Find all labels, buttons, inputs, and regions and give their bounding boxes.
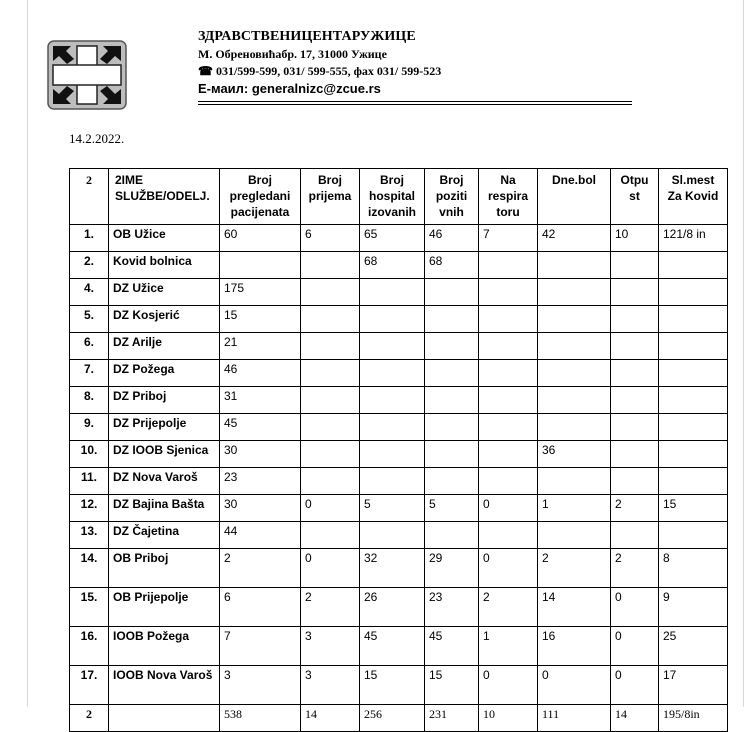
service-name: DZ Kosjerić	[109, 306, 220, 333]
table-cell	[611, 360, 659, 387]
row-number: 4.	[70, 279, 109, 306]
table-cell: 10	[611, 225, 659, 252]
table-cell: 65	[360, 225, 425, 252]
service-name: DZ Bajina Bašta	[109, 495, 220, 522]
table-cell	[659, 468, 728, 495]
column-header: Otpu st	[611, 169, 659, 225]
table-cell: 2	[220, 549, 301, 588]
table-cell	[425, 306, 479, 333]
table-cell: 2	[611, 549, 659, 588]
service-name: IOOB Požega	[109, 627, 220, 666]
table-cell	[479, 360, 538, 387]
report-table	[69, 168, 728, 732]
table-cell	[479, 279, 538, 306]
table-cell: 0	[301, 495, 360, 522]
table-cell	[659, 414, 728, 441]
table-cell	[611, 306, 659, 333]
table-cell: 14	[538, 588, 611, 627]
table-cell: 538	[220, 705, 301, 732]
letterhead	[198, 28, 441, 98]
service-name: OB Užice	[109, 225, 220, 252]
table-cell: 7	[220, 627, 301, 666]
table-cell: 31	[220, 387, 301, 414]
service-name: DZ Priboj	[109, 387, 220, 414]
page-edge-left	[27, 0, 28, 707]
table-cell	[538, 306, 611, 333]
table-row	[70, 522, 728, 549]
column-header: 2IME SLUŽBE/ODELJ.	[109, 169, 220, 225]
table-cell	[479, 441, 538, 468]
table-cell: 45	[220, 414, 301, 441]
table-cell: 30	[220, 441, 301, 468]
row-number: 12.	[70, 495, 109, 522]
document-date: 14.2.2022.	[69, 131, 125, 146]
table-cell: 0	[479, 495, 538, 522]
row-number: 14.	[70, 549, 109, 588]
table-cell: 3	[220, 666, 301, 705]
table-cell	[425, 441, 479, 468]
table-cell	[611, 279, 659, 306]
table-cell: 68	[360, 252, 425, 279]
table-cell	[360, 306, 425, 333]
table-cell: 0	[538, 666, 611, 705]
table-cell	[425, 387, 479, 414]
service-name: OB Prijepolje	[109, 588, 220, 627]
table-cell	[611, 522, 659, 549]
table-cell: 9	[659, 588, 728, 627]
table-cell	[301, 306, 360, 333]
table-cell: 5	[425, 495, 479, 522]
table-cell: 1	[479, 627, 538, 666]
column-header: Broj poziti vnih	[425, 169, 479, 225]
table-row	[70, 414, 728, 441]
table-row	[70, 627, 728, 666]
table-cell	[538, 360, 611, 387]
table-row	[70, 387, 728, 414]
row-number: 2.	[70, 252, 109, 279]
table-total-row	[70, 705, 728, 732]
row-number: 13.	[70, 522, 109, 549]
table-cell	[659, 522, 728, 549]
table-cell	[425, 360, 479, 387]
table-cell: 15	[360, 666, 425, 705]
table-cell: 45	[360, 627, 425, 666]
table-cell: 42	[538, 225, 611, 252]
table-cell: 7	[479, 225, 538, 252]
table-cell	[611, 252, 659, 279]
column-header: Sl.mest Za Kovid	[659, 169, 728, 225]
table-cell	[360, 387, 425, 414]
table-cell: 26	[360, 588, 425, 627]
table-cell: 111	[538, 705, 611, 732]
table-row	[70, 279, 728, 306]
table-cell: 3	[301, 627, 360, 666]
table-cell	[538, 333, 611, 360]
table-cell: 17	[659, 666, 728, 705]
table-cell: 16	[538, 627, 611, 666]
table-cell: 0	[479, 549, 538, 588]
table-row	[70, 468, 728, 495]
table-cell: 30	[220, 495, 301, 522]
table-cell	[659, 306, 728, 333]
table-cell: 0	[611, 588, 659, 627]
table-cell	[425, 279, 479, 306]
column-header: Broj prijema	[301, 169, 360, 225]
table-cell	[301, 468, 360, 495]
table-cell: 6	[301, 225, 360, 252]
table-row	[70, 306, 728, 333]
service-name: DZ Požega	[109, 360, 220, 387]
table-cell	[220, 252, 301, 279]
table-cell: 15	[220, 306, 301, 333]
table-cell	[659, 360, 728, 387]
table-cell	[611, 441, 659, 468]
row-number: 16.	[70, 627, 109, 666]
row-number: 9.	[70, 414, 109, 441]
table-cell: 15	[659, 495, 728, 522]
table-cell: 2	[611, 495, 659, 522]
table-cell: 0	[611, 627, 659, 666]
table-row	[70, 333, 728, 360]
table-cell: 175	[220, 279, 301, 306]
institution-phone: ☎ 031/599-599, 031/ 599-555, фах 031/ 599-523	[198, 64, 442, 78]
table-row	[70, 549, 728, 588]
table-cell	[301, 522, 360, 549]
table-cell: 8	[659, 549, 728, 588]
service-name: Kovid bolnica	[109, 252, 220, 279]
table-cell	[538, 468, 611, 495]
table-cell	[611, 414, 659, 441]
institution-name: ЗДРАВСТВЕНИЦЕНТАРУЖИЦЕ	[198, 29, 416, 44]
table-cell	[301, 387, 360, 414]
table-cell	[360, 468, 425, 495]
table-cell: 0	[611, 666, 659, 705]
table-cell	[538, 387, 611, 414]
table-cell: 14	[611, 705, 659, 732]
table-cell: 14	[301, 705, 360, 732]
row-number: 5.	[70, 306, 109, 333]
table-cell: 2	[538, 549, 611, 588]
table-cell	[425, 468, 479, 495]
table-cell: 3	[301, 666, 360, 705]
table-cell	[659, 441, 728, 468]
service-name: DZ Prijepolje	[109, 414, 220, 441]
table-cell	[301, 279, 360, 306]
table-cell: 1	[538, 495, 611, 522]
table-row	[70, 441, 728, 468]
table-cell	[659, 333, 728, 360]
column-header: Na respira toru	[479, 169, 538, 225]
table-cell	[659, 279, 728, 306]
table-cell: 2	[479, 588, 538, 627]
table-cell: 15	[425, 666, 479, 705]
row-number: 8.	[70, 387, 109, 414]
row-number: 15.	[70, 588, 109, 627]
table-cell: 256	[360, 705, 425, 732]
row-number: 6.	[70, 333, 109, 360]
column-header: Dne.bol	[538, 169, 611, 225]
table-cell	[611, 468, 659, 495]
table-cell	[479, 387, 538, 414]
table-cell	[479, 333, 538, 360]
table-cell	[659, 387, 728, 414]
table-cell	[360, 414, 425, 441]
table-cell	[611, 387, 659, 414]
table-cell: 46	[220, 360, 301, 387]
service-name: DZ Užice	[109, 279, 220, 306]
row-number: 10.	[70, 441, 109, 468]
table-cell	[538, 522, 611, 549]
table-cell	[479, 414, 538, 441]
table-cell: 25	[659, 627, 728, 666]
table-cell: 46	[425, 225, 479, 252]
service-name	[109, 705, 220, 732]
table-cell: 44	[220, 522, 301, 549]
table-row	[70, 225, 728, 252]
table-cell: 121/8 in	[659, 225, 728, 252]
table-cell: 0	[301, 549, 360, 588]
table-cell	[538, 252, 611, 279]
table-cell	[301, 360, 360, 387]
page-edge-right	[743, 0, 744, 707]
table-cell: 32	[360, 549, 425, 588]
table-row	[70, 495, 728, 522]
table-cell	[479, 522, 538, 549]
table-cell: 45	[425, 627, 479, 666]
row-number: 17.	[70, 666, 109, 705]
row-number: 7.	[70, 360, 109, 387]
institution-email: E-маил: generalnizc@zcue.rs	[198, 81, 381, 96]
table-cell	[360, 360, 425, 387]
table-cell	[538, 414, 611, 441]
table-cell: 60	[220, 225, 301, 252]
table-row	[70, 252, 728, 279]
table-cell	[479, 252, 538, 279]
table-cell	[611, 333, 659, 360]
letterhead-rule-top	[198, 101, 632, 102]
table-cell	[301, 441, 360, 468]
row-number: 1.	[70, 225, 109, 252]
health-center-logo-icon	[47, 40, 127, 110]
column-header: 2	[70, 169, 109, 225]
table-cell	[425, 522, 479, 549]
service-name: DZ IOOB Sjenica	[109, 441, 220, 468]
table-cell: 5	[360, 495, 425, 522]
table-cell	[479, 306, 538, 333]
service-name: DZ Čajetina	[109, 522, 220, 549]
table-cell	[479, 468, 538, 495]
service-name: OB Priboj	[109, 549, 220, 588]
table-cell	[301, 414, 360, 441]
table-header-row	[70, 169, 728, 225]
institution-address: М. Обреновићабр. 17, 31000 Ужице	[198, 47, 387, 61]
service-name: DZ Nova Varoš	[109, 468, 220, 495]
service-name: IOOB Nova Varoš	[109, 666, 220, 705]
table-cell	[301, 333, 360, 360]
table-cell	[360, 522, 425, 549]
table-cell: 0	[479, 666, 538, 705]
table-cell: 23	[425, 588, 479, 627]
table-cell: 195/8in	[659, 705, 728, 732]
row-number: 2	[70, 705, 109, 732]
table-cell: 231	[425, 705, 479, 732]
table-cell: 36	[538, 441, 611, 468]
table-cell	[301, 252, 360, 279]
table-cell	[360, 333, 425, 360]
table-cell: 29	[425, 549, 479, 588]
table-cell: 68	[425, 252, 479, 279]
table-row	[70, 360, 728, 387]
table-row	[70, 588, 728, 627]
table-cell: 23	[220, 468, 301, 495]
row-number: 11.	[70, 468, 109, 495]
table-cell	[659, 252, 728, 279]
service-name: DZ Arilje	[109, 333, 220, 360]
table-cell	[360, 279, 425, 306]
column-header: Broj hospital izovanih	[360, 169, 425, 225]
letterhead-rule-bottom	[198, 104, 632, 105]
table-cell	[425, 333, 479, 360]
table-cell: 10	[479, 705, 538, 732]
column-header: Broj pregledani pacijenata	[220, 169, 301, 225]
table-row	[70, 666, 728, 705]
table-cell: 21	[220, 333, 301, 360]
table-cell	[360, 441, 425, 468]
table-cell	[538, 279, 611, 306]
table-cell: 2	[301, 588, 360, 627]
table-cell: 6	[220, 588, 301, 627]
table-cell	[425, 414, 479, 441]
